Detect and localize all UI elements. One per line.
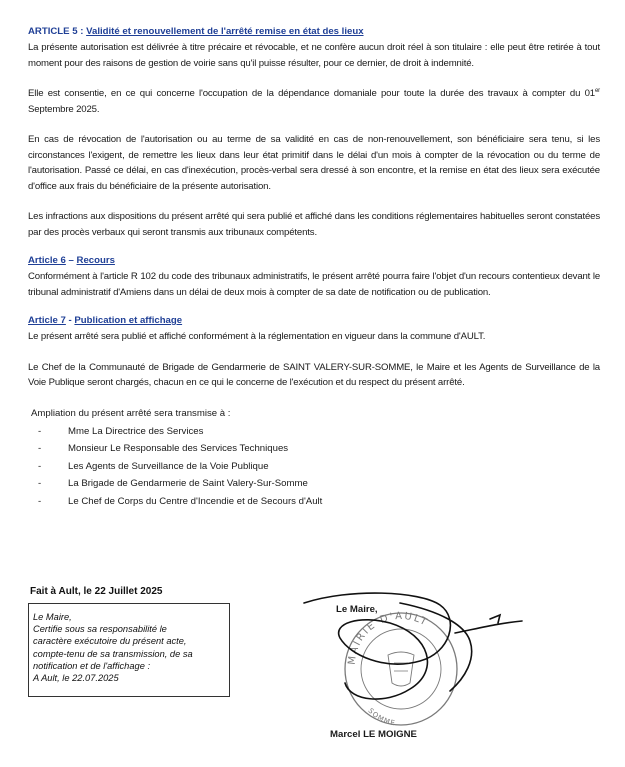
- seal-bottom-text: [366, 707, 396, 728]
- ampliation-intro: Ampliation du présent arrêté sera transmise à :: [31, 407, 231, 419]
- seal-top-textpath: MAIRIE D'AULT: [346, 610, 431, 666]
- place-date-line: Fait à Ault, le 22 Juillet 2025: [30, 586, 163, 597]
- article-5-title: Validité et renouvellement de l'arrêté remise en état des lieux: [86, 26, 364, 37]
- distribution-list: [28, 423, 600, 511]
- list-item: - Le Chef de Corps du Centre d'Incendie et de Secours d'Ault: [28, 493, 600, 511]
- list-item: - Les Agents de Surveillance de la Voie Publique: [28, 458, 600, 476]
- article-7-heading: Article 7 - Publication et affichage: [28, 315, 183, 326]
- certification-line: notification et de l'affichage :: [33, 660, 151, 671]
- article-7-title: Publication et affichage: [74, 315, 183, 326]
- article-5-paragraph: Les infractions aux dispositions du présent arrêté qui sera publié et affiché dans les conditions réglementaires habituelles seront constatées par des procès verbaux qui seront transmis aux tribunaux compétents.: [28, 211, 600, 238]
- article-5-number: ARTICLE 5 :: [28, 26, 87, 37]
- signatory-title: Le Maire,: [336, 604, 378, 615]
- article-6-heading: Article 6 – Recours: [28, 255, 115, 266]
- article-6-title: Recours: [76, 255, 115, 266]
- list-item: - Mme La Directrice des Services: [28, 423, 600, 441]
- official-seal: [345, 610, 457, 725]
- article-5-heading: [28, 26, 600, 37]
- article-7-paragraph: Le Chef de la Communauté de Brigade de Gendarmerie de SAINT VALERY-SUR-SOMME, le Maire et les Agents de Surveillance de la Voie Publique seront chargés, chacun en ce qui le concerne de l'exécution et du respect du présent arrêté.: [28, 361, 600, 388]
- list-item: - Monsieur Le Responsable des Services Techniques: [28, 440, 600, 458]
- certification-line: A Ault, le 22.07.2025: [33, 673, 119, 684]
- certification-box: [28, 603, 230, 697]
- certification-line: Certifie sous sa responsabilité le: [33, 624, 167, 635]
- signatory-name: Marcel LE MOIGNE: [330, 729, 417, 740]
- certification-line: compte-tenu de sa transmission, de sa: [33, 648, 193, 659]
- article-6-paragraph: Conformément à l'article R 102 du code des tribunaux administratifs, le présent arrêté pourra faire l'objet d'un recours contentieux devant le tribunal administratif d'Amiens dans un délai de deux mois à compter de sa date de notification ou de publication.: [28, 271, 600, 298]
- seal-bottom-textpath: SOMME: [366, 706, 397, 728]
- certification-line: caractère exécutoire du présent acte,: [33, 636, 187, 647]
- article-7-paragraph: Le présent arrêté sera publié et affiché conformément à la réglementation en vigueur dans la commune d'AULT.: [28, 331, 486, 342]
- mayor-seal-and-signature: [290, 583, 530, 733]
- list-item: - La Brigade de Gendarmerie de Saint Valery-Sur-Somme: [28, 475, 600, 493]
- article-5-paragraph: La présente autorisation est délivrée à titre précaire et révocable, et ne confère aucun droit réel à son titulaire : elle peut être retirée à tout moment pour des raisons de gestion de voirie sans qu'il puisse résulter, pour ce dernier, de droit à indemnité.: [28, 42, 600, 69]
- certification-line: Le Maire,: [33, 612, 72, 622]
- document-body: [28, 26, 600, 510]
- article-5-paragraph: Elle est consentie, en ce qui concerne l'occupation de la dépendance domaniale pour toute la durée des travaux à compter du 01er Septembre 2025.: [28, 87, 600, 115]
- article-5-paragraph: En cas de révocation de l'autorisation ou au terme de sa validité en cas de non-renouvellement, son bénéficiaire sera tenu, si les circonstances l'exigent, de remettre les lieux dans leur état primitif dans le délai d'un mois à compter de la révocation ou du terme de l'autorisation. Passé ce délai, en cas d'inexécution, procès-verbal sera dressé à son encontre, et la remise en état des lieux sera exécutée d'office aux frais du bénéficiaire de la présente autorisation.: [28, 134, 600, 192]
